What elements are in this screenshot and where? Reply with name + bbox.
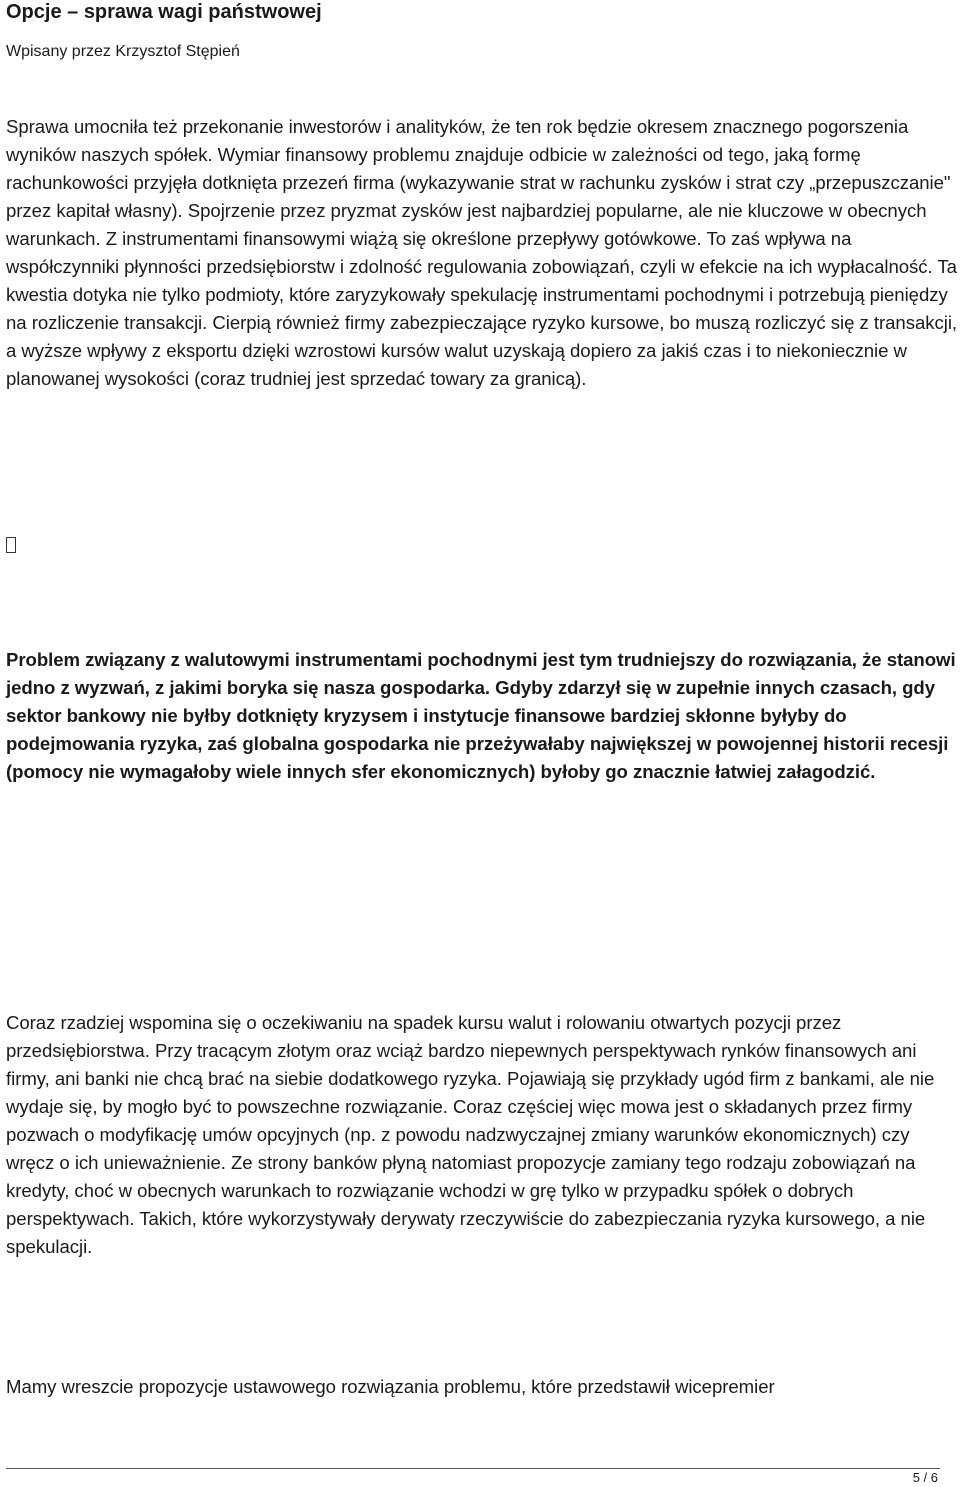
footer-divider: [6, 1468, 940, 1469]
article-paragraph-4: Mamy wreszcie propozycje ustawowego rozwiązania problemu, które przedstawił wicepremier: [6, 1376, 775, 1397]
author-byline: Wpisany przez Krzysztof Stępień: [6, 43, 240, 60]
article-paragraph-2-bold: Problem związany z walutowymi instrumentami pochodnymi jest tym trudniejszy do rozwiązania, że stanowi jedno z wyzwań, z jakimi boryka się nasza gospodarka. Gdyby zdarzył się w zupełnie innych czasach, gdy sektor bankowy nie byłby dotknięty kryzysem i instytucje finansowe bardziej skłonne byłyby do podejmowania ryzyka, zaś globalna gospodarka nie przeżywałaby największej w powojennej historii recesji (pomocy nie wymagałoby wiele innych sfer ekonomicznych) byłoby go znacznie łatwiej załagodzić.: [6, 649, 956, 782]
article-paragraph-3: Coraz rzadziej wspomina się o oczekiwaniu na spadek kursu walut i rolowaniu otwartych pozycji przez przedsiębiorstwa. Przy tracącym złotym oraz wciąż bardzo niepewnych perspektywach rynków finansowych ani firmy, ani banki nie chcą brać na siebie dodatkowego ryzyka. Pojawiają się przykłady ugód firm z bankami, ale nie wydaje się, by mogło być to powszechne rozwiązanie. Coraz częściej więc mowa jest o składanych przez firmy pozwach o modyfikację umów opcyjnych (np. z powodu nadzwyczajnej zmiany warunków ekonomicznych) czy wręcz o ich unieważnienie. Ze strony banków płyną natomiast propozycje zamiany tego rodzaju zobowiązań na kredyty, choć w obecnych warunkach to rozwiązanie wchodzi w grę tylko w przypadku spółek o dobrych perspektywach. Takich, które wykorzystywały derywaty rzeczywiście do zabezpieczania ryzyka kursowego, a nie spekulacji.: [6, 1012, 935, 1257]
document-title: Opcje – sprawa wagi państwowej: [6, 1, 322, 23]
article-paragraph-1: Sprawa umocniła też przekonanie inwestorów i analityków, że ten rok będzie okresem znacznego pogorszenia wyników naszych spółek. Wymiar finansowy problemu znajduje odbicie w zależności od tego, jaką formę rachunkowości przyjęła dotknięta przezeń firma (wykazywanie strat w rachunku zysków i strat czy „przepuszczanie" przez kapitał własny). Spojrzenie przez pryzmat zysków jest najbardziej popularne, ale nie kluczowe w obecnych warunkach. Z instrumentami finansowymi wiążą się określone przepływy gotówkowe. To zaś wpływa na współczynniki płynności przedsiębiorstw i zdolność regulowania zobowiązań, czyli w efekcie na ich wypłacalność. Ta kwestia dotyka nie tylko podmioty, które zaryzykowały spekulację instrumentami pochodnymi i potrzebują pieniędzy na rozliczenie transakcji. Cierpią również firmy zabezpieczające ryzyko kursowe, bo muszą rozliczyć się z transakcji, a wyższe wpływy z eksportu dzięki wzrostowi kursów walut uzyskają dopiero za jakiś czas i to niekoniecznie w planowanej wysokości (coraz trudniej jest sprzedać towary za granicą).: [6, 116, 958, 389]
page-header: [6, 0, 956, 62]
missing-glyph-icon: [6, 537, 16, 553]
page-number: 5 / 6: [912, 1470, 938, 1485]
